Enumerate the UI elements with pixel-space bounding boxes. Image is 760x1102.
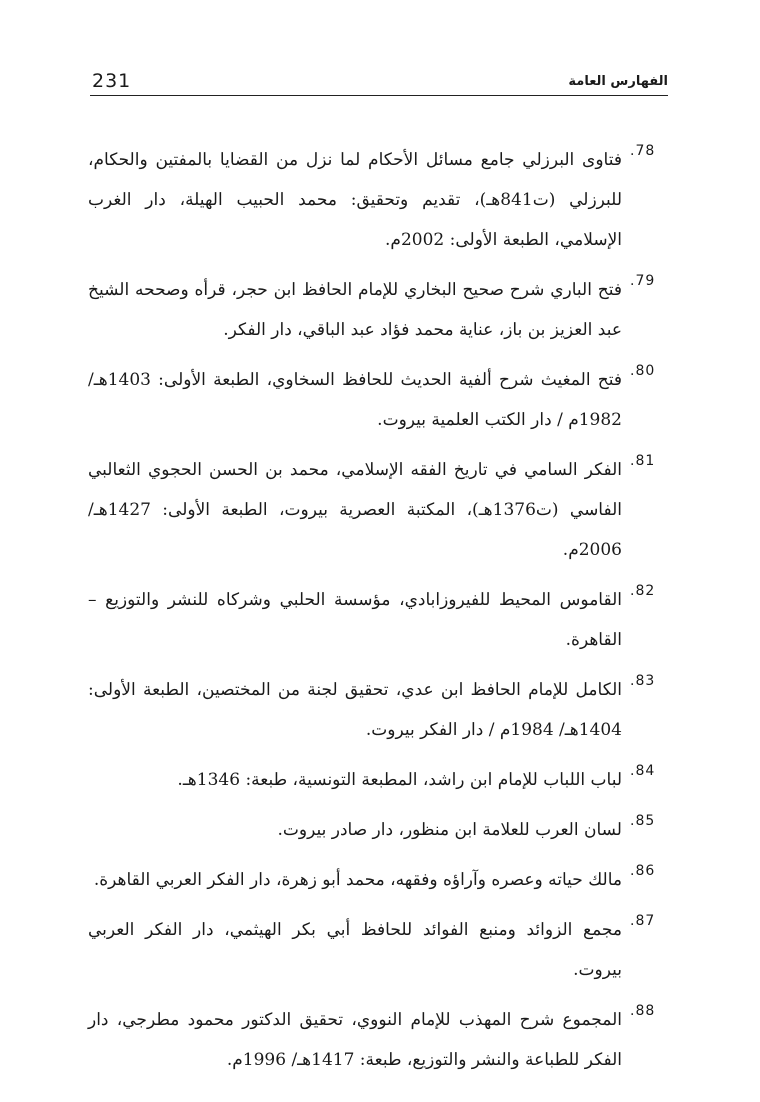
entry-text: الفكر السامي في تاريخ الفقه الإسلامي، محمد بن الحسن الحجوي الثعالبي الفاسي (ت1376هـ)، المكتبة العصرية بيروت، الطبعة الأولى: 1427هـ/ 2006م. bbox=[88, 460, 622, 560]
bibliography-entry bbox=[88, 450, 672, 570]
entry-number: .78 bbox=[630, 143, 656, 159]
entry-number: .80 bbox=[630, 363, 656, 379]
entry-number: .79 bbox=[630, 273, 656, 289]
entry-text: لباب اللباب للإمام ابن راشد، المطبعة التونسية، طبعة: 1346هـ. bbox=[177, 770, 622, 790]
entry-number: .87 bbox=[630, 913, 656, 929]
bibliography-list bbox=[88, 140, 672, 1090]
bibliography-entry bbox=[88, 910, 672, 990]
bibliography-entry bbox=[88, 270, 672, 350]
page-header bbox=[90, 62, 668, 96]
entry-number: .81 bbox=[630, 453, 656, 469]
bibliography-entry bbox=[88, 360, 672, 440]
entry-number: .83 bbox=[630, 673, 656, 689]
page-number: 231 bbox=[92, 70, 132, 92]
entry-number: .86 bbox=[630, 863, 656, 879]
bibliography-entry bbox=[88, 810, 672, 850]
entry-text: فتح الباري شرح صحيح البخاري للإمام الحافظ ابن حجر، قرأه وصححه الشيخ عبد العزيز بن باز، عناية محمد فؤاد عبد الباقي، دار الفكر. bbox=[88, 280, 622, 340]
entry-number: .84 bbox=[630, 763, 656, 779]
entry-text: لسان العرب للعلامة ابن منظور، دار صادر بيروت. bbox=[277, 820, 622, 840]
entry-text: فتاوى البرزلي جامع مسائل الأحكام لما نزل من القضايا بالمفتين والحكام، للبرزلي (ت841هـ)، تقديم وتحقيق: محمد الحبيب الهيلة، دار الغرب الإسلامي، الطبعة الأولى: 2002م. bbox=[88, 150, 622, 250]
header-rule bbox=[90, 95, 668, 96]
bibliography-entry bbox=[88, 140, 672, 260]
entry-text: المجموع شرح المهذب للإمام النووي، تحقيق الدكتور محمود مطرجي، دار الفكر للطباعة والنشر والتوزيع، طبعة: 1417هـ/ 1996م. bbox=[88, 1010, 622, 1070]
entry-text: مالك حياته وعصره وآراؤه وفقهه، محمد أبو زهرة، دار الفكر العربي القاهرة. bbox=[93, 870, 622, 890]
entry-number: .82 bbox=[630, 583, 656, 599]
entry-text: القاموس المحيط للفيروزابادي، مؤسسة الحلبي وشركاه للنشر والتوزيع – القاهرة. bbox=[88, 590, 622, 650]
entry-number: .88 bbox=[630, 1003, 656, 1019]
entry-text: مجمع الزوائد ومنبع الفوائد للحافظ أبي بكر الهيثمي، دار الفكر العربي بيروت. bbox=[88, 920, 622, 980]
bibliography-entry bbox=[88, 760, 672, 800]
bibliography-entry bbox=[88, 860, 672, 900]
bibliography-entry bbox=[88, 580, 672, 660]
entry-text: فتح المغيث شرح ألفية الحديث للحافظ السخاوي، الطبعة الأولى: 1403هـ/ 1982م / دار الكتب العلمية بيروت. bbox=[88, 370, 622, 430]
entry-number: .85 bbox=[630, 813, 656, 829]
running-title: الفهارس العامة bbox=[568, 74, 668, 89]
bibliography-entry bbox=[88, 1000, 672, 1080]
entry-text: الكامل للإمام الحافظ ابن عدي، تحقيق لجنة من المختصين، الطبعة الأولى: 1404هـ/ 1984م / دار الفكر بيروت. bbox=[88, 680, 622, 740]
bibliography-entry bbox=[88, 670, 672, 750]
